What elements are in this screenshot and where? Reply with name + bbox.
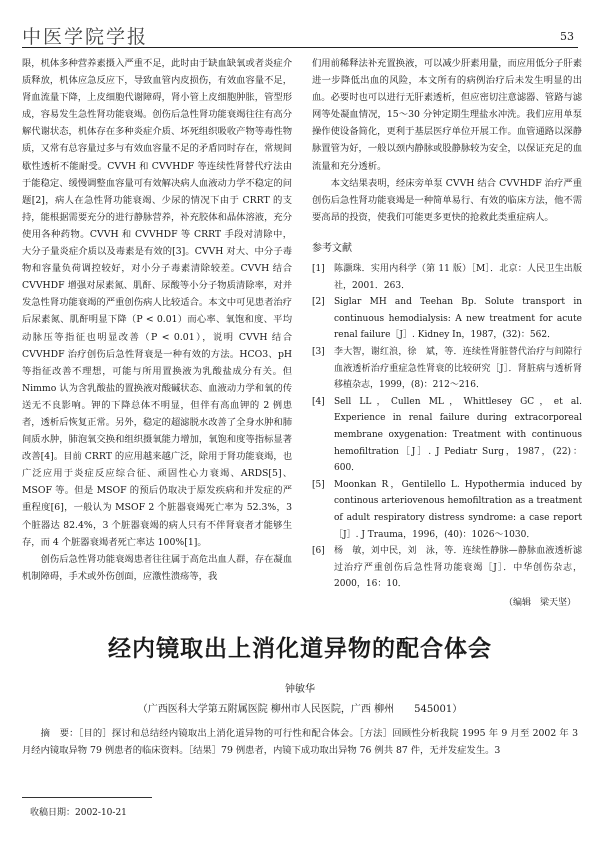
- article-author: 钟敏华: [285, 684, 315, 695]
- reference-number: [4]: [312, 396, 325, 407]
- reference-item: [312, 294, 582, 344]
- page-number: 53: [560, 30, 574, 43]
- references-heading: 参考文献: [312, 242, 352, 254]
- left-column: [22, 55, 292, 585]
- body-paragraph: 限，机体多种营养素摄入严重不足，此时由于缺血缺氧或者炎症介质释放，机体应急反应下，导致血管内皮损伤，有效血容量不足，肾血流量下降，上皮细胞代谢障碍，肾小管上皮细胞肿胀，管型形成，容易发生急性肾功能衰竭。创伤后急性肾功能衰竭往往有高分解代谢状态，机体存在多种炎症介质、坏死组织吸收产物等毒性物质，又常有总容量过多与有效血容量不足的矛盾同时存在，常规间歇性透析不能耐受。CVVH 和 CVVHDF 等连续性肾替代疗法由于能稳定、缓慢调整血容量可有效解决病人血液动力学不稳定的问题[2]，病人在急性肾功能衰竭、少尿的情况下由于 CRRT 的支持，能根据需要充分的进行静脉营养，补充胶体和晶体溶液，充分使用各种药物。CVVH 和 CVVHDF 等 CRRT 手段对清除中，大分子量炎症介质以及毒素是有效的[3]。CVVH 对大、中分子毒物和容量负荷调控较好，对小分子毒素清除较差。CVVH 结合 CVVHDF 增强对尿素氮、肌酐、尿酸等小分子物质清除率，对并发急性肾功能衰竭的严重创伤病人比较适合。本文中可见患者治疗后尿素氮、肌酐明显下降（P < 0.01）而心率、氧饱和度、平均动脉压等指征也明显改善（P < 0.01），说明 CVVH 结合 CVVHDF 治疗创伤后急性肾衰是一种有效的方法。HCO3、pH 等指征改善不理想，可能与所用置换液为乳酸盐成分有关。但 Nimmo 认为含乳酸盐的置换液对酸碱状态、血液动力学和氧的传送无不良影响。钾的下降总体不明显，但伴有高血钾的 2 例患者，透析后恢复正常。另外，稳定的超滤脱水改善了全身水肿和肺间质水肿，肺泡氧交换和组织摄氧能力增加，氧饱和度等指标显著改善[4]。目前 CRRT 的应用越来越广泛，除用于肾功能衰竭，也广泛应用于炎症反应综合征、顽固性心力衰竭、ARDS[5]、MSOF 等。但是 MSOF 的预后仍取决于原发疾病和并发症的严重程度[6]，一般认为 MSOF 2 个脏器衰竭死亡率为 52.3%，3 个脏器达 82.4%，3 个脏器衰竭的病人只有不伴肾衰者才能够生存，而 4 个脏器衰竭者死亡率达 100%[1]。: [22, 58, 292, 548]
- article-abstract: 摘 要：［目的］探讨和总结经内镜取出上消化道异物的可行性和配合体会。［方法］回顾性分析我院 1995 年 9 月至 2002 年 3 月经内镜取异物 79 例患者的临床资料。［结果］79 例患者，内镜下成功取出异物 76 例共 87 件，无并发症发生。3: [22, 728, 578, 756]
- reference-number: [2]: [312, 297, 325, 308]
- reference-number: [5]: [312, 479, 325, 490]
- reference-item: [312, 477, 582, 543]
- author-affiliation: （广西医科大学第五附属医院 柳州市人民医院，广西 柳州 545001）: [137, 704, 463, 715]
- reference-item: [312, 344, 582, 394]
- reference-text: 杨 敏，刘中民，刘 泳，等．连续性静脉—静脉血液透析滤过治疗严重创伤后急性肾功能衰竭［J］．中华创伤杂志，2000，16：10．: [334, 546, 582, 590]
- editor-credit: （编辑 梁天坚）: [503, 597, 576, 608]
- body-paragraph: 们用前稀释法补充置换液，可以减少肝素用量，而应用低分子肝素进一步降低出血的风险，本文所有的病例治疗后未发生明显的出血。必要时也可以进行无肝素透析，但应密切注意滤器、管路与滤网等处凝血情况，15～30 分钟定期生理盐水冲洗。我们应用单泵操作使设备简化，更利于基层医疗单位开展工作。血管通路以深静脉置管为好，一般以颈内静脉或股静脉较为安全，以保证充足的血流量和充分透析。: [312, 58, 582, 172]
- reference-item: [312, 394, 582, 477]
- reference-text: Moonkan R，Gentilello L. Hypothermia induced by continous arteriovenous hemofiltration as a treatment of adult respiratory distress syndrome: a case report［J］. J Trauma，1996，(40)：1026～1030．: [334, 479, 582, 540]
- reference-text: Siglar MH and Teehan Bp. Solute transport in continuous hemodialysis: A new treatment for acute renal failure［J］. Kidney In，1987，(32)：562．: [334, 297, 582, 341]
- received-date: 收稿日期：2002-10-21: [30, 808, 127, 818]
- running-header: [22, 22, 578, 48]
- right-column: [312, 55, 582, 612]
- body-paragraph: 创伤后急性肾功能衰竭患者往往属于高危出血人群，存在凝血机制障碍，手术或外伤创面，应激性溃疡等，我: [22, 553, 292, 582]
- reference-text: 陈灏珠．实用内科学（第 11 版）［M］．北京：人民卫生出版社，2001．263．: [334, 264, 582, 291]
- journal-name: 中医学院学报: [22, 26, 149, 48]
- reference-text: Sell LL，Cullen ML，Whittlesey GC，et al. Experience in renal failure during extracorporeal membrane oxygenation: Treatment with continuous hemofiltration［J］. J Pediatr Surg，1987，(22)：600．: [334, 396, 582, 474]
- body-paragraph: 本文结果表明，经床旁单泵 CVVH 结合 CVVHDF 治疗严重创伤后急性肾功能衰竭是一种简单易行、有效的临床方法，他不需要高昂的投资，使我们可能更多更快的抢救此类重症病人。: [312, 177, 582, 223]
- reference-item: [312, 261, 582, 294]
- reference-number: [6]: [312, 546, 325, 557]
- reference-item: [312, 543, 582, 593]
- reference-number: [3]: [312, 347, 325, 357]
- reference-number: [1]: [312, 264, 325, 275]
- article-title: 经内镜取出上消化道异物的配合体会: [108, 636, 492, 662]
- footnote-divider: [22, 797, 152, 798]
- reference-text: 李大智，谢红浪，徐 斌，等．连续性肾脏替代治疗与间隙行血液透析治疗重症急性肾衰的比较研究［J］．肾脏病与透析肾移植杂志，1999，(8)：212～216．: [334, 347, 582, 391]
